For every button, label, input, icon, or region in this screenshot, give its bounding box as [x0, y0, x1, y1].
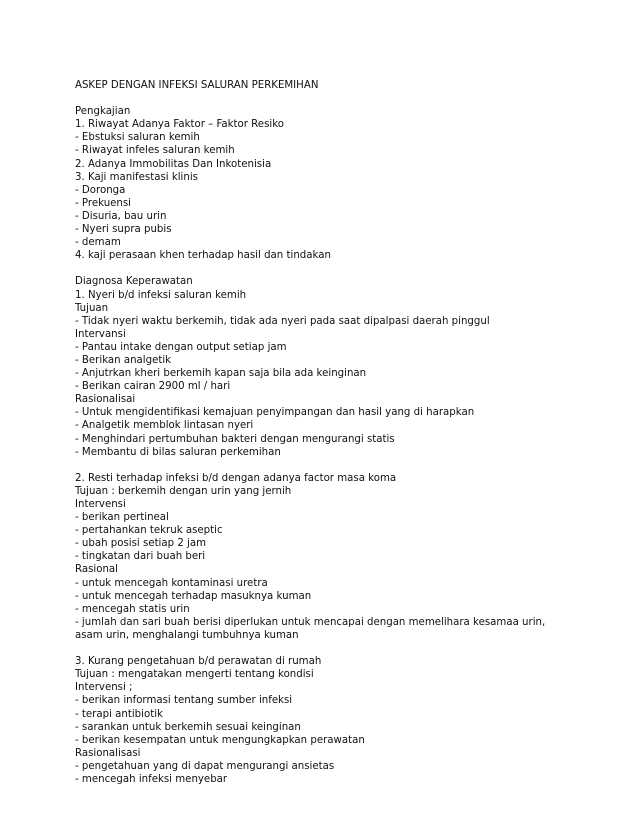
text-line: - Tidak nyeri waktu berkemih, tidak ada nyeri pada saat dipalpasi daerah pinggul — [75, 315, 490, 327]
text-line: - Berikan cairan 2900 ml / hari — [75, 381, 231, 393]
text-line: 1. Riwayat Adanya Faktor – Faktor Resiko — [75, 119, 284, 131]
text-line: Rasionalisasi — [75, 747, 141, 759]
text-line: Tujuan : berkemih dengan urin yang jernih — [75, 485, 292, 497]
text-line: Rasional — [75, 564, 118, 576]
text-line: Intervensi ; — [75, 682, 133, 694]
text-line: - mencegah statis urin — [75, 603, 190, 615]
text-line: - terapi antibiotik — [75, 708, 163, 720]
text-line: - tingkatan dari buah beri — [75, 551, 206, 563]
diagnosa-1-list — [75, 289, 575, 459]
text-line-wrapped: - jumlah dan sari buah berisi diperlukan untuk mencapai dengan memelihara kesamaa urin, asam urin, menghalangi tumbuhnya kuman — [75, 616, 546, 641]
pengkajian-list — [75, 118, 575, 262]
text-line: Rasionalisai — [75, 394, 136, 406]
diagnosa-3-list — [75, 655, 575, 786]
text-line: - untuk mencegah terhadap masuknya kuman — [75, 590, 312, 602]
document-title: ASKEP DENGAN INFEKSI SALURAN PERKEMIHAN — [75, 80, 319, 91]
text-line: - Prekuensi — [75, 197, 132, 209]
text-line: - Nyeri supra pubis — [75, 224, 172, 236]
section-heading-pengkajian: Pengkajian — [75, 106, 131, 118]
document-page — [75, 79, 575, 786]
text-line: - Ebstuksi saluran kemih — [75, 132, 200, 144]
spacer — [75, 459, 575, 472]
text-line: Intervansi — [75, 328, 126, 340]
text-line: - berikan kesempatan untuk mengungkapkan perawatan — [75, 734, 365, 746]
text-line: - Pantau intake dengan output setiap jam — [75, 341, 287, 353]
diagnosa-2-list — [75, 472, 575, 642]
text-line: - mencegah infeksi menyebar — [75, 773, 228, 785]
text-line: Tujuan : mengatakan mengerti tentang kondisi — [75, 669, 314, 681]
text-line: - Membantu di bilas saluran perkemihan — [75, 446, 281, 458]
text-line: 4. kaji perasaan khen terhadap hasil dan tindakan — [75, 250, 331, 262]
text-line: - berikan informasi tentang sumber infeksi — [75, 695, 293, 707]
spacer — [75, 642, 575, 655]
text-line: - Anjutrkan kheri berkemih kapan saja bila ada keinginan — [75, 368, 367, 380]
text-line: 1. Nyeri b/d infeksi saluran kemih — [75, 289, 247, 301]
text-line: - Disuria, bau urin — [75, 210, 167, 222]
text-line: - demam — [75, 237, 121, 249]
text-line: - Analgetik memblok lintasan nyeri — [75, 420, 254, 432]
text-line: 2. Adanya Immobilitas Dan Inkotenisia — [75, 158, 272, 170]
text-line: - pertahankan tekruk aseptic — [75, 525, 223, 537]
text-line: - sarankan untuk berkemih sesuai keinginan — [75, 721, 301, 733]
text-line: - ubah posisi setiap 2 jam — [75, 538, 207, 550]
text-line: - Doronga — [75, 184, 126, 196]
text-line: - untuk mencegah kontaminasi uretra — [75, 577, 268, 589]
text-line: - Riwayat infeles saluran kemih — [75, 145, 235, 157]
spacer — [75, 92, 575, 105]
text-line: - berikan pertineal — [75, 512, 169, 524]
text-line: 3. Kurang pengetahuan b/d perawatan di rumah — [75, 656, 322, 668]
spacer — [75, 262, 575, 275]
text-line: - Menghindari pertumbuhan bakteri dengan mengurangi statis — [75, 433, 395, 445]
text-line: - pengetahuan yang di dapat mengurangi ansietas — [75, 760, 335, 772]
text-line: 2. Resti terhadap infeksi b/d dengan adanya factor masa koma — [75, 472, 397, 484]
text-line: Intervensi — [75, 499, 126, 510]
text-line: Tujuan — [75, 302, 109, 314]
text-line: 3. Kaji manifestasi klinis — [75, 171, 198, 183]
text-line: - Berikan analgetik — [75, 354, 172, 366]
section-heading-diagnosa: Diagnosa Keperawatan — [75, 276, 193, 288]
text-line: - Untuk mengidentifikasi kemajuan penyimpangan dan hasil yang di harapkan — [75, 407, 475, 419]
